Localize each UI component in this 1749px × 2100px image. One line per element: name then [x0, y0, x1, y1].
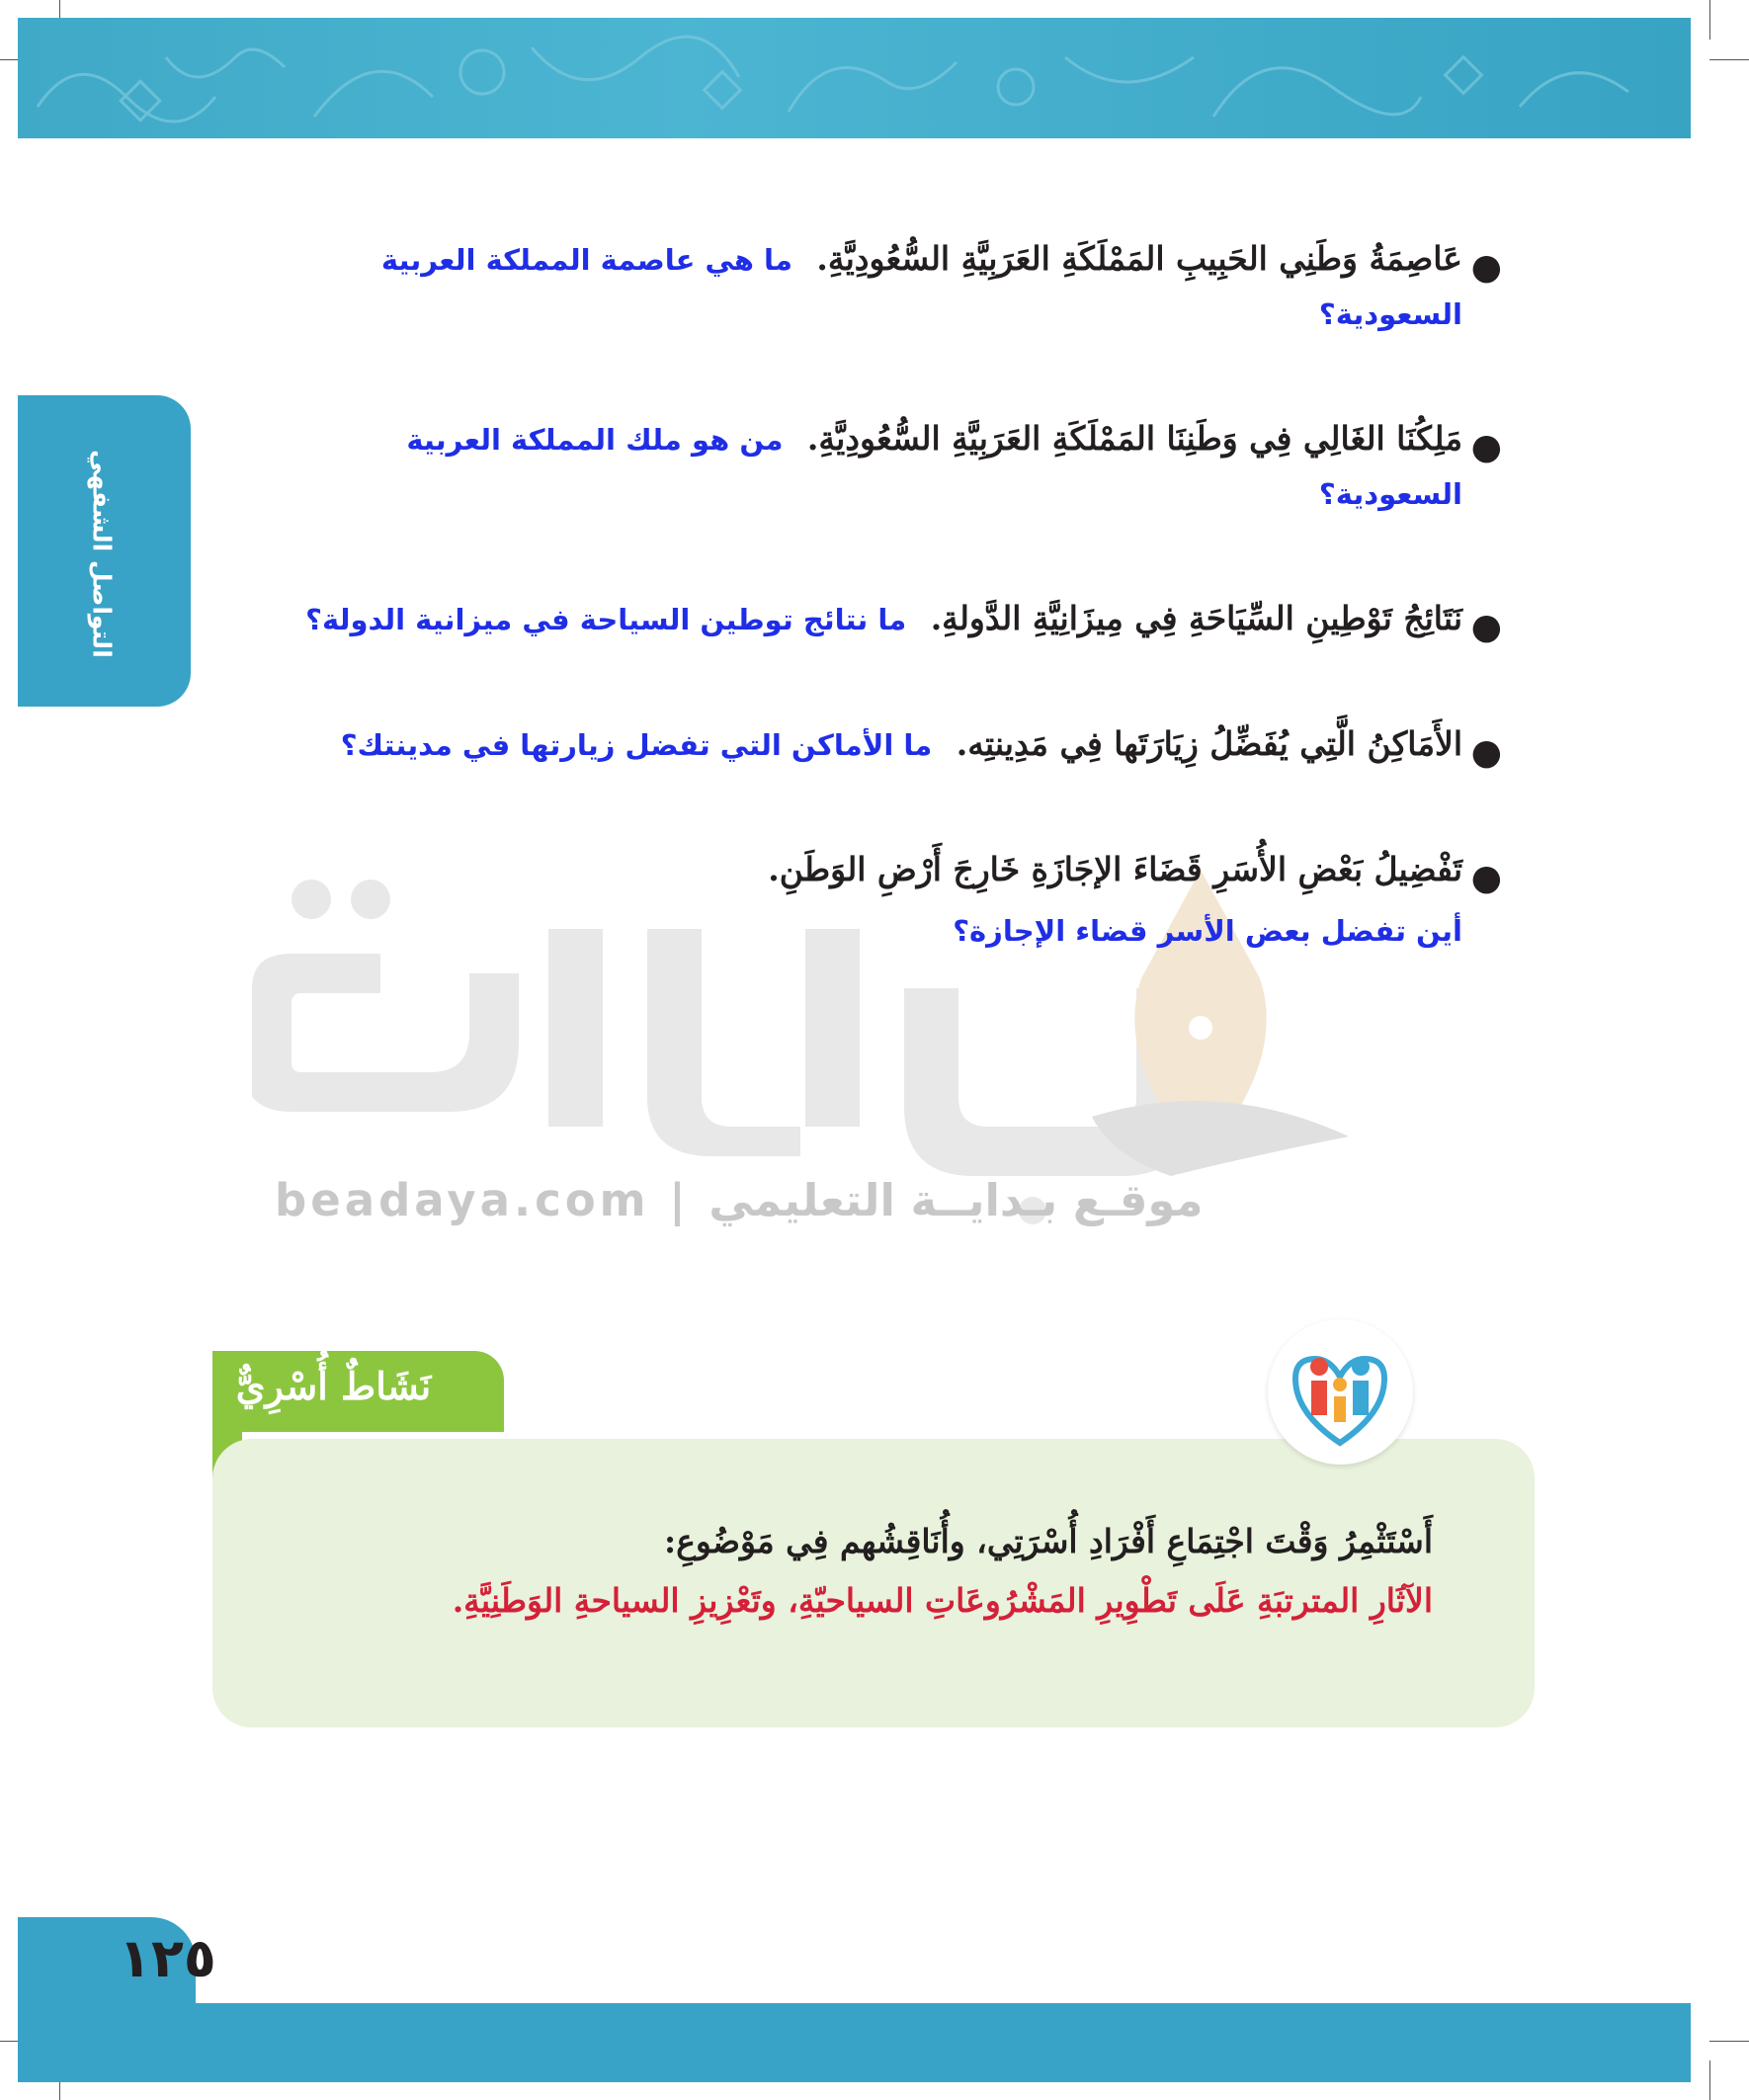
bullet-icon: ● — [1470, 858, 1502, 898]
list-item — [287, 717, 1502, 772]
question-text: من هو ملك المملكة العربية السعودية؟ — [406, 423, 1462, 511]
list-item — [287, 412, 1502, 521]
statement-text: تَفْضِيلُ بَعْضِ الأُسَرِ قَضَاءَ الإجَازَةِ خَارِجَ أَرْضِ الوَطَنِ. — [768, 850, 1462, 888]
statement-text: مَلِكُنَا الغَالِي فِي وَطَنِنَا المَمْلَكَةِ العَرَبِيَّةِ السُّعُودِيَّةِ. — [806, 419, 1462, 458]
statement-text: عَاصِمَةُ وَطَنِي الحَبِيبِ المَمْلَكَةِ العَرَبِيَّةِ السُّعُودِيَّةِ. — [816, 239, 1462, 278]
page-number: ١٢٥ — [119, 1927, 216, 1989]
watermark-site-text: beadaya.com | موقـع بـدايــة التعليمي — [275, 1174, 1204, 1226]
bullet-icon: ● — [1470, 427, 1502, 467]
crop-mark — [1709, 2060, 1710, 2100]
calligraphy-pattern-icon — [18, 18, 1691, 138]
bullet-icon: ● — [1470, 607, 1502, 647]
list-item — [287, 232, 1502, 341]
question-text: ما هي عاصمة المملكة العربية السعودية؟ — [380, 243, 1462, 331]
bullet-icon: ● — [1470, 732, 1502, 773]
crop-mark — [1709, 0, 1710, 40]
question-list — [287, 232, 1502, 958]
question-text: ما الأماكن التي تفضل زيارتها في مدينتك؟ — [340, 728, 933, 762]
footer-band — [18, 2003, 1691, 2082]
family-heart-icon — [1268, 1319, 1413, 1465]
activity-title: نَشَاطٌ أُسْرِيٌّ — [235, 1364, 432, 1408]
statement-text: نَتَائِجُ تَوْطِينِ السِّيَاحَةِ فِي مِيزَانِيَّةِ الدَّولةِ. — [930, 599, 1462, 637]
list-item — [287, 843, 1502, 958]
list-item — [287, 592, 1502, 646]
bullet-icon: ● — [1470, 247, 1502, 288]
question-text: أين تفضل بعض الأسر قضاء الإجازة؟ — [953, 914, 1462, 948]
section-side-tab-label: التواصل الشفهي — [87, 449, 117, 658]
activity-instruction: أَسْتَثْمِرُ وَقْتَ اجْتِمَاعِ أَفْرَادِ أُسْرَتِي، وأُنَاقِشُهم فِي مَوْضُوعِ: — [664, 1522, 1433, 1560]
header-band — [18, 18, 1691, 138]
crop-mark — [1709, 59, 1749, 60]
crop-mark — [1709, 2041, 1749, 2042]
question-text: ما نتائج توطين السياحة في ميزانية الدولة؟ — [305, 603, 907, 636]
family-icon — [1268, 1319, 1413, 1465]
activity-topic: الآثَارِ المترتبَةِ عَلَى تَطْوِيرِ المَشْرُوعَاتِ السياحيّةِ، وتَعْزِيزِ السياحةِ الوَطَنِيَّةِ. — [452, 1581, 1433, 1620]
statement-text: الأَمَاكِنُ الَّتِي يُفَضِّلُ زِيَارَتَها فِي مَدِينتِه. — [956, 724, 1462, 763]
